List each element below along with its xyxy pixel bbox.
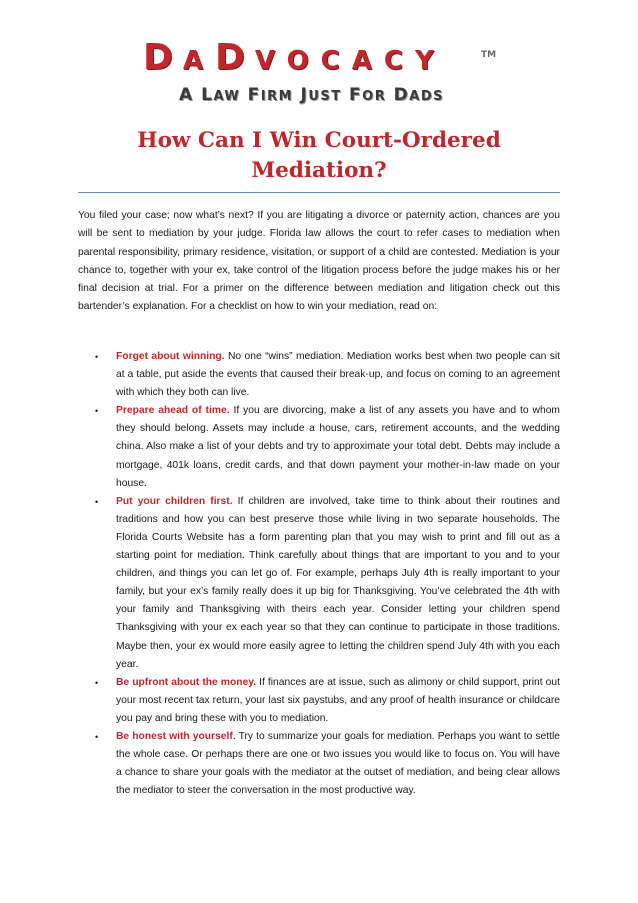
tagline-part: IRM — [260, 89, 294, 104]
tip-body: If you are divorcing, make a list of any assets you have and to whom they should belong. Assets may include a house, cars, retirement accounts, and the wedding china. Also make a list of your debts and try to approximate your total debt. Debts may include a mortgage, 401k loans, credit cards, and that down payment your mother-in-law made on your house. — [116, 405, 560, 489]
tips-list — [78, 348, 560, 800]
tip-body: If children are involved, take time to think about their routines and traditions and how you can best preserve those while living in two separate households. The Florida Courts Website has a form parenting plan that you may wish to print and fill out as a starting point for mediation. Think carefully about things that are important to you and to your children, and things you can let go of. For example, perhaps July 4th is really important to your family, but your ex’s family really does it up big for Thanksgiving. You’ve celebrated the 4th with your family and Thanksgiving with theirs each year. Consider letting your children spend Thanksgiving with your ex each year so that they can continue to participate in those traditions. Maybe then, your ex would more easily agree to letting the children spend July 4th with you each year. — [116, 495, 560, 670]
page-title: How Can I Win Court-Ordered Mediation? — [137, 128, 501, 183]
trademark-symbol: TM — [481, 50, 497, 60]
tip-heading: Forget about winning. — [116, 351, 225, 362]
logo-wordmark — [143, 38, 446, 84]
list-item — [78, 348, 560, 402]
tagline-part: J — [293, 85, 309, 105]
logo-tagline — [179, 85, 444, 105]
dadvocacy-logo — [143, 38, 503, 110]
tip-heading: Be honest with yourself — [116, 730, 233, 742]
logo-letter: D — [143, 37, 183, 78]
logo-letter: D — [215, 37, 255, 78]
bullet-icon: • — [95, 731, 99, 742]
tagline-part: OR — [362, 89, 387, 104]
list-item — [78, 493, 560, 674]
tagline-part: D — [386, 85, 410, 105]
tip-heading: Put your children first. — [116, 495, 233, 507]
tagline-part: L — [193, 85, 214, 105]
bullet-icon: • — [95, 406, 99, 417]
list-item — [78, 674, 560, 728]
tagline-part: AW — [213, 89, 241, 104]
tip-heading: Be upfront about the money. — [116, 676, 257, 688]
list-item — [78, 728, 560, 800]
tagline-part: F — [240, 85, 261, 105]
intro-paragraph: You filed your case; now what’s next? If you are litigating a divorce or paternity action, chances are you will be sent to mediation by your judge. Florida law allows the court to refer cases to mediation when parental responsibility, primary residence, visitation, or support of a child are contested. Mediation is your chance to, together with your ex, take control of the litigation process before the judge makes his or her final decision at trial. For a primer on the difference between mediation and litigation check out this bartender’s explanation. For a checklist on how to win your mediation, read on: — [78, 210, 560, 313]
tip-heading: Prepare ahead of time. — [116, 405, 230, 417]
tip-body: . Try to summarize your goals for mediation. Perhaps you want to settle the whole case. Or perhaps there are one or two issues you would like to focus on. You will have a chance to share your goals with the mediator at the outset of mediation, and being clear allows the mediator to steer the conversation in the most productive way. — [116, 730, 560, 797]
logo-letters: VOCACY — [254, 46, 446, 76]
bullet-icon: • — [95, 496, 99, 507]
list-item — [78, 402, 560, 492]
title-divider — [78, 192, 560, 193]
bullet-icon: • — [95, 352, 99, 362]
tagline-part: ADS — [409, 89, 444, 104]
tagline-part: F — [341, 85, 363, 105]
tip-body: No one “wins” mediation. Mediation works best when two people can sit at a table, put aside the events that caused their break-up, and focus on coming to an agreement with which they both can live. — [116, 351, 561, 399]
bullet-icon: • — [95, 677, 99, 688]
tagline-part: UST — [308, 89, 342, 104]
logo-letter: A — [182, 46, 216, 76]
tip-body: If finances are at issue, such as alimony or child support, print out your most recent tax return, your last six paystubs, and any proof of health insurance or childcare you pay and bring these with you to mediation. — [116, 676, 560, 724]
tagline-part: A — [179, 85, 194, 105]
